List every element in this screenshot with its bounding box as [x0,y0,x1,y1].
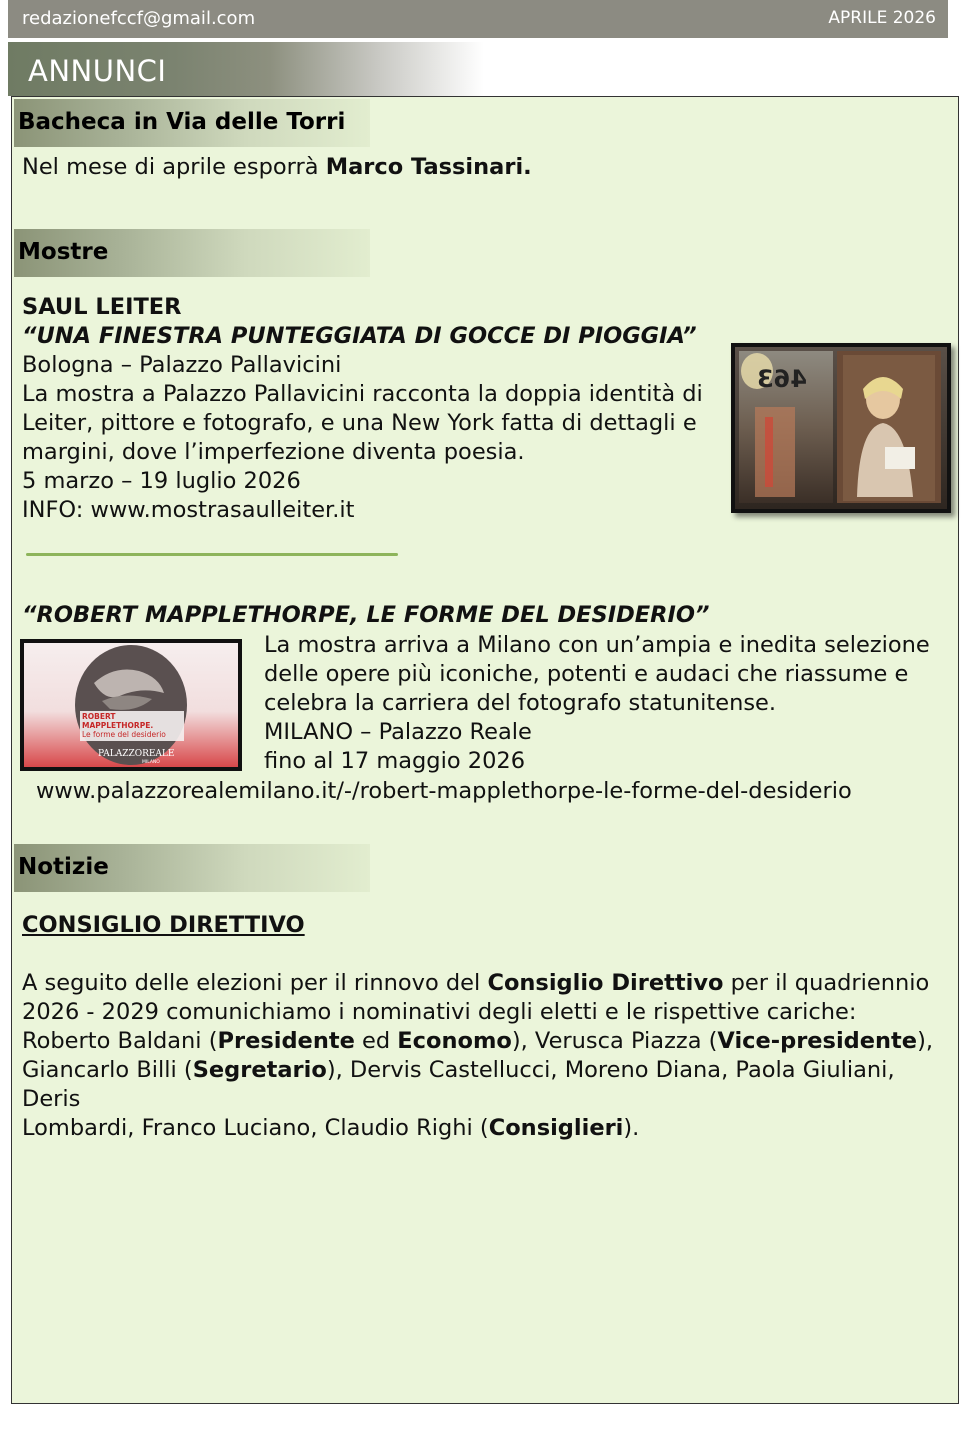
banner-title: ANNUNCI [28,54,167,88]
bacheca-text-prefix: Nel mese di aprile esporrà [22,154,326,180]
notizie-line-5: Lombardi, Franco Luciano, Claudio Righi (Consiglieri). [22,1115,640,1141]
leiter-desc-1: La mostra a Palazzo Pallavicini racconta la doppia identità di [22,381,703,407]
mapplethorpe-place: MILANO – Palazzo Reale [264,719,532,745]
poster-city: MILANO [142,760,160,765]
section-divider [26,553,398,556]
mapplethorpe-dates: fino al 17 maggio 2026 [264,748,526,774]
notizie-heading-text: Notizie [18,854,109,880]
leiter-photo [731,343,951,513]
leiter-desc-2: Leiter, pittore e fotografo, e una New York fatta di dettagli e [22,410,697,436]
mapplethorpe-title [22,601,709,630]
bacheca-artist: Marco Tassinari. [325,154,532,180]
leiter-block [22,293,703,525]
notizie-subheading [22,911,305,940]
mapplethorpe-title-text: “ROBERT MAPPLETHORPE, LE FORME DEL DESIDERIO” [22,602,710,628]
notizie-line-1: A seguito delle elezioni per il rinnovo del Consiglio Direttivo per il quadriennio [22,970,930,996]
header-bar [8,0,948,38]
mostre-heading [14,229,370,277]
header-date: APRILE 2026 [828,8,936,28]
leiter-info[interactable]: INFO: www.mostrasaulleiter.it [22,497,355,523]
leiter-place: Bologna – Palazzo Pallavicini [22,352,342,378]
poster-line-2: MAPPLETHORPE. [82,721,154,730]
leiter-title: “UNA FINESTRA PUNTEGGIATA DI GOCCE DI PIOGGIA” [22,323,697,349]
notizie-line-4: Giancarlo Billi (Segretario), Dervis Castellucci, Moreno Diana, Paola Giuliani, Deris [22,1057,895,1112]
mapplethorpe-desc-2: delle opere più iconiche, potenti e audaci che riassume e [264,661,909,687]
mapplethorpe-poster-image [24,643,238,767]
notizie-body [22,969,958,1143]
mapplethorpe-poster [20,639,242,771]
leiter-artist: SAUL LEITER [22,294,182,320]
photo-number-text: 463 [756,365,807,393]
announcements-panel [11,96,959,1404]
header-email[interactable]: redazionefccf@gmail.com [22,8,256,29]
notizie-line-2: 2026 - 2029 comunichiamo i nominativi degli eletti e le rispettive cariche: [22,999,857,1025]
notizie-heading [14,844,370,892]
consiglio-direttivo-title: CONSIGLIO DIRETTIVO [22,912,305,938]
leiter-desc-3: margini, dove l’imperfezione diventa poesia. [22,439,525,465]
poster-logo: PALAZZOREALE [98,749,175,759]
poster-line-3: Le forme del desiderio [82,730,166,739]
bacheca-text [22,153,532,182]
bacheca-heading [14,99,370,147]
leiter-photo-image [735,347,947,509]
poster-line-1: ROBERT [82,712,116,721]
mostre-heading-text: Mostre [18,239,109,265]
mapplethorpe-desc-1: La mostra arriva a Milano con un’ampia e inedita selezione [264,632,930,658]
leiter-dates: 5 marzo – 19 luglio 2026 [22,468,301,494]
mapplethorpe-desc-3: celebra la carriera del fotografo statunitense. [264,690,777,716]
section-banner [8,42,484,96]
mapplethorpe-url[interactable]: www.palazzorealemilano.it/-/robert-mapplethorpe-le-forme-del-desiderio [36,778,852,804]
bacheca-heading-text: Bacheca in Via delle Torri [18,109,346,135]
notizie-line-3: Roberto Baldani (Presidente ed Economo), Verusca Piazza (Vice-presidente), [22,1028,933,1054]
mapplethorpe-block [264,631,930,776]
